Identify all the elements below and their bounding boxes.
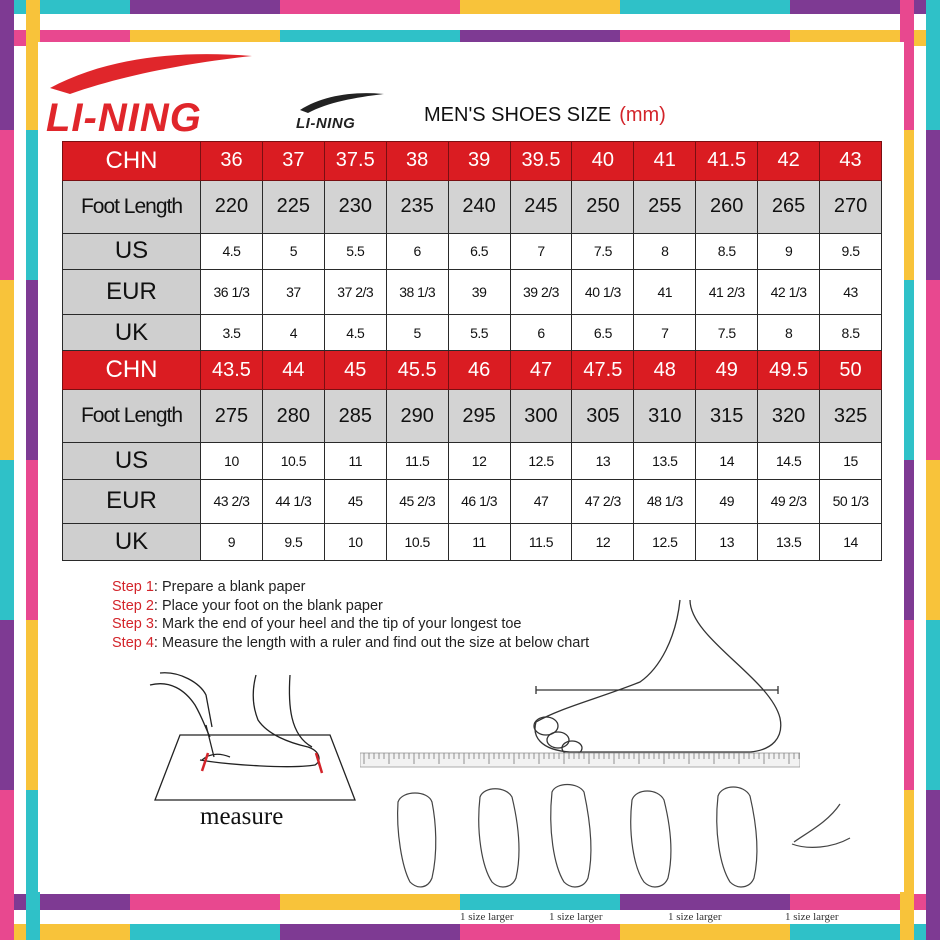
size-cell: 290 [386,390,448,443]
size-row-uk [63,314,882,351]
size-cell: 5 [386,314,448,351]
size-cell: 8 [634,233,696,270]
size-cell: 240 [448,180,510,233]
size-cell: 9.5 [262,524,324,561]
size-cell: 3.5 [201,314,263,351]
size-cell: 43 [820,270,882,315]
row-label: UK [63,314,201,351]
size-row-eur [63,270,882,315]
size-cell: 260 [696,180,758,233]
size-cell: 12 [448,442,510,479]
size-cell: 41.5 [696,142,758,181]
size-cell: 6 [510,314,572,351]
size-cell: 8.5 [820,314,882,351]
size-cell: 44 1/3 [262,479,324,524]
brand-logo-large: LI-NING [46,96,202,140]
size-cell: 49 2/3 [758,479,820,524]
step-row: Step 1: Prepare a blank paper [112,579,306,595]
size-row-uk [63,524,882,561]
step-row: Step 4: Measure the length with a ruler and find out the size at below chart [112,634,590,651]
size-cell: 14 [696,442,758,479]
size-cell: 285 [324,390,386,443]
size-table [62,141,882,561]
step-key: Step 2 [112,597,154,614]
row-label: Foot Length [63,390,201,443]
size-cell: 47 [510,351,572,390]
size-cell: 225 [262,180,324,233]
size-cell: 310 [634,390,696,443]
size-row-chn [63,142,882,181]
size-cell: 49 [696,351,758,390]
size-cell: 50 [820,351,882,390]
step-text: Measure the length with a ruler and find out the size at below chart [161,634,590,651]
size-cell: 275 [201,390,263,443]
size-cell: 46 [448,351,510,390]
row-label: US [63,233,201,270]
size-larger-label: 1 size larger [549,911,603,923]
row-label: CHN [63,142,201,181]
size-cell: 8 [758,314,820,351]
size-cell: 48 1/3 [634,479,696,524]
size-cell: 6.5 [572,314,634,351]
size-cell: 42 1/3 [758,270,820,315]
size-cell: 47 2/3 [572,479,634,524]
step-key: Step 3 [112,616,154,632]
size-cell: 280 [262,390,324,443]
brand-logo-small: LI-NING [296,115,356,132]
size-cell: 9 [758,233,820,270]
hand-marking-foot-illustration [140,665,360,805]
size-cell: 40 1/3 [572,270,634,315]
size-cell: 45.5 [386,351,448,390]
size-larger-label: 1 size larger [460,911,514,923]
size-cell: 295 [448,390,510,443]
size-cell: 4.5 [201,233,263,270]
chart-title-text: MEN'S SHOES SIZE [424,104,612,126]
size-cell: 9 [201,524,263,561]
size-cell: 49.5 [758,351,820,390]
size-cell: 250 [572,180,634,233]
size-cell: 315 [696,390,758,443]
size-cell: 13 [696,524,758,561]
size-cell: 230 [324,180,386,233]
size-cell: 13 [572,442,634,479]
size-cell: 320 [758,390,820,443]
brand-swoosh-large [46,48,256,98]
row-label: CHN [63,351,201,390]
brand-swoosh-small [298,90,386,114]
size-cell: 5.5 [324,233,386,270]
size-cell: 8.5 [696,233,758,270]
size-cell: 13.5 [634,442,696,479]
size-cell: 48 [634,351,696,390]
size-larger-label: 1 size larger [785,911,839,923]
step-key: Step 4 [112,634,154,651]
step-key: Step 1 [112,579,154,595]
size-cell: 7.5 [696,314,758,351]
size-cell: 41 [634,142,696,181]
size-cell: 245 [510,180,572,233]
size-cell: 47.5 [572,351,634,390]
foot-on-ruler-illustration [360,598,800,778]
size-cell: 14.5 [758,442,820,479]
size-cell: 45 [324,479,386,524]
size-cell: 235 [386,180,448,233]
step-row: Step 3: Mark the end of your heel and the tip of your longest toe [112,616,522,632]
size-cell: 6.5 [448,233,510,270]
size-cell: 265 [758,180,820,233]
size-cell: 39 2/3 [510,270,572,315]
size-cell: 255 [634,180,696,233]
size-cell: 13.5 [758,524,820,561]
size-cell: 43 2/3 [201,479,263,524]
size-cell: 41 [634,270,696,315]
size-cell: 49 [696,479,758,524]
size-row-us [63,442,882,479]
size-cell: 305 [572,390,634,443]
size-cell: 41 2/3 [696,270,758,315]
size-cell: 11 [324,442,386,479]
size-cell: 40 [572,142,634,181]
size-cell: 37 [262,142,324,181]
size-cell: 44 [262,351,324,390]
size-cell: 45 [324,351,386,390]
chart-title-unit: (mm) [619,104,666,126]
size-cell: 36 [201,142,263,181]
size-cell: 10.5 [386,524,448,561]
size-cell: 11 [448,524,510,561]
size-cell: 39 [448,142,510,181]
foot-outline-comparison [388,782,868,892]
row-label: EUR [63,270,201,315]
size-cell: 37 [262,270,324,315]
size-cell: 7 [634,314,696,351]
size-cell: 6 [386,233,448,270]
size-row-us [63,233,882,270]
step-text: Prepare a blank paper [161,579,306,595]
row-label: US [63,442,201,479]
size-cell: 12.5 [510,442,572,479]
size-cell: 39 [448,270,510,315]
size-cell: 36 1/3 [201,270,263,315]
size-cell: 12.5 [634,524,696,561]
size-cell: 11.5 [386,442,448,479]
size-cell: 9.5 [820,233,882,270]
size-cell: 38 1/3 [386,270,448,315]
size-larger-label: 1 size larger [668,911,722,923]
size-cell: 45 2/3 [386,479,448,524]
row-label: Foot Length [63,180,201,233]
size-row-eur [63,479,882,524]
row-label: EUR [63,479,201,524]
size-cell: 38 [386,142,448,181]
size-cell: 43.5 [201,351,263,390]
size-row-chn [63,351,882,390]
size-cell: 14 [820,524,882,561]
size-cell: 46 1/3 [448,479,510,524]
size-cell: 300 [510,390,572,443]
size-row-foot-length [63,390,882,443]
size-cell: 4.5 [324,314,386,351]
size-cell: 7.5 [572,233,634,270]
size-cell: 7 [510,233,572,270]
size-cell: 325 [820,390,882,443]
step-row: Step 2: Place your foot on the blank paper [112,597,383,614]
size-cell: 10.5 [262,442,324,479]
size-cell: 39.5 [510,142,572,181]
size-cell: 270 [820,180,882,233]
size-cell: 5 [262,233,324,270]
size-cell: 10 [201,442,263,479]
size-cell: 42 [758,142,820,181]
measure-label: measure [200,803,284,830]
size-cell: 12 [572,524,634,561]
size-cell: 37.5 [324,142,386,181]
step-text: Place your foot on the blank paper [161,597,383,614]
size-cell: 37 2/3 [324,270,386,315]
size-cell: 50 1/3 [820,479,882,524]
size-cell: 47 [510,479,572,524]
size-cell: 5.5 [448,314,510,351]
size-cell: 11.5 [510,524,572,561]
size-cell: 4 [262,314,324,351]
step-text: Mark the end of your heel and the tip of your longest toe [161,616,522,632]
chart-title [424,104,666,127]
size-cell: 43 [820,142,882,181]
size-row-foot-length [63,180,882,233]
size-cell: 220 [201,180,263,233]
size-cell: 15 [820,442,882,479]
size-cell: 10 [324,524,386,561]
row-label: UK [63,524,201,561]
